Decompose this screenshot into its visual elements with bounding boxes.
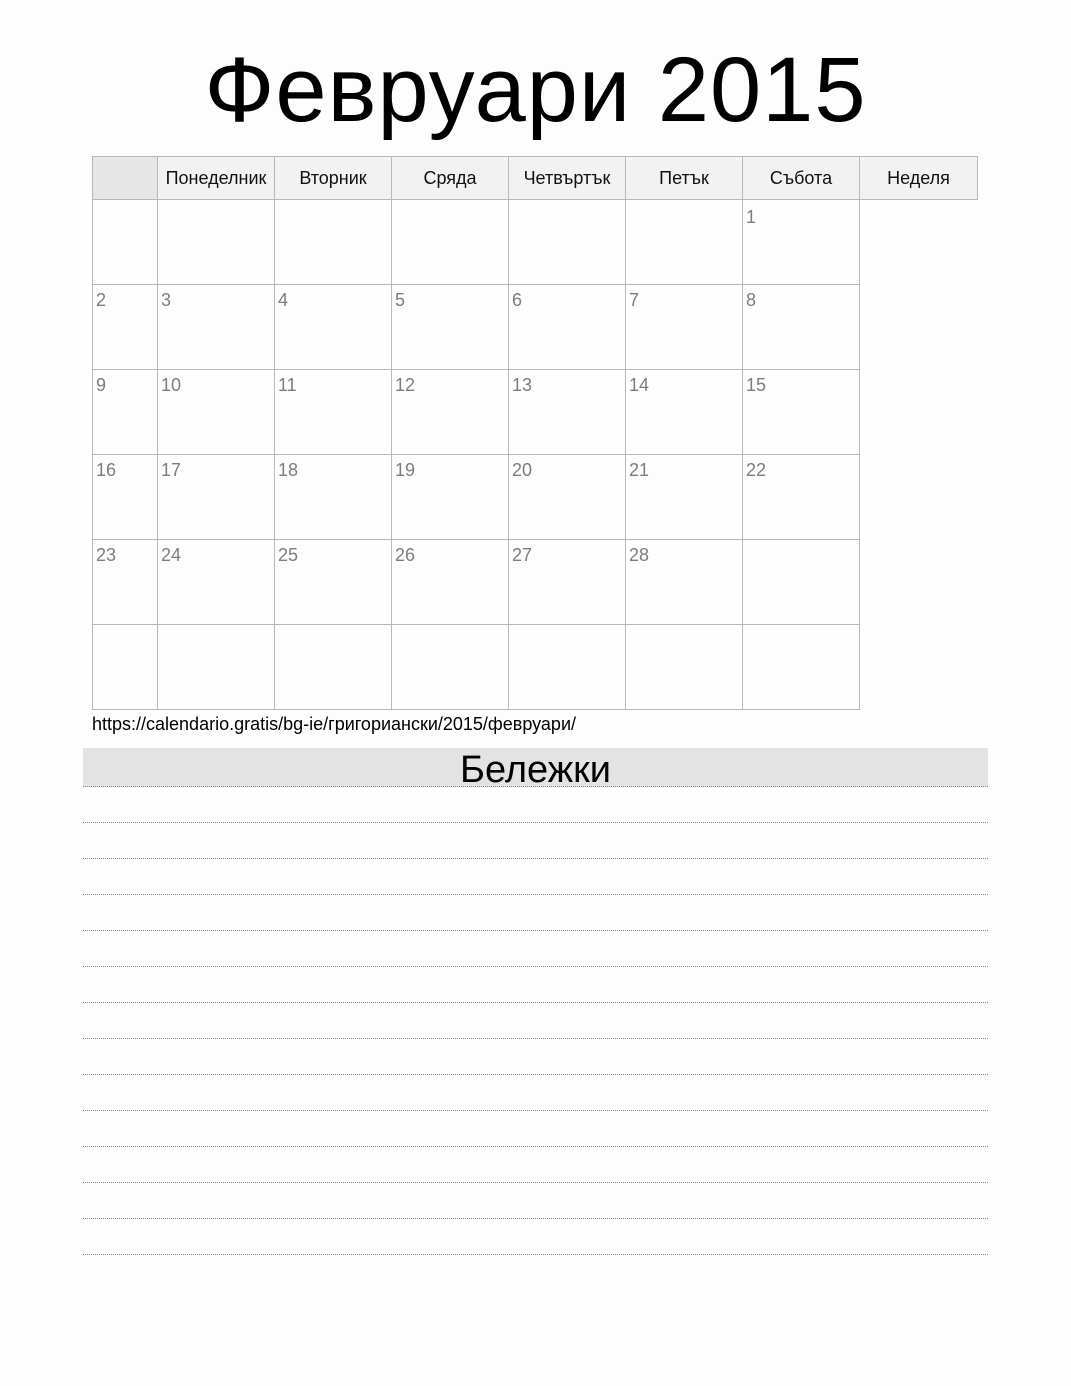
date-number: 5 (395, 290, 406, 310)
weekday-header: Вторник (275, 157, 392, 200)
date-number (509, 625, 625, 629)
note-line[interactable] (83, 859, 988, 895)
date-number: 17 (161, 460, 182, 480)
date-number: 7 (629, 290, 640, 310)
day-cell[interactable] (509, 200, 626, 285)
date-number: 11 (278, 375, 297, 395)
date-number: 24 (161, 545, 182, 565)
notes-title: Бележки (83, 748, 988, 787)
note-line[interactable] (83, 823, 988, 859)
day-cell[interactable] (93, 455, 158, 540)
source-url: https://calendario.gratis/bg-ie/григориански/2015/февруари/ (92, 714, 576, 734)
note-line[interactable] (83, 931, 988, 967)
day-cell[interactable] (158, 285, 275, 370)
date-number: 25 (278, 545, 299, 565)
day-cell[interactable] (158, 625, 275, 710)
weekday-header: Петък (626, 157, 743, 200)
date-number (392, 625, 508, 629)
date-number (626, 200, 742, 206)
week-row (93, 625, 978, 710)
week-row (93, 200, 978, 285)
date-number (158, 625, 274, 629)
day-cell[interactable] (509, 540, 626, 625)
day-cell[interactable] (626, 285, 743, 370)
day-cell[interactable] (743, 285, 860, 370)
date-number (743, 625, 859, 629)
date-number (275, 200, 391, 206)
day-cell[interactable] (158, 200, 275, 285)
date-number: 2 (96, 290, 107, 310)
week-row (93, 370, 978, 455)
day-cell[interactable] (743, 370, 860, 455)
date-number (392, 200, 508, 206)
date-number: 9 (96, 375, 107, 395)
date-number: 1 (746, 207, 757, 227)
day-cell[interactable] (392, 370, 509, 455)
day-cell[interactable] (158, 540, 275, 625)
date-number (509, 200, 625, 206)
date-number: 10 (161, 375, 182, 395)
date-number: 28 (629, 545, 650, 565)
note-line[interactable] (83, 967, 988, 1003)
note-line[interactable] (83, 895, 988, 931)
date-number: 19 (395, 460, 416, 480)
week-row (93, 540, 978, 625)
day-cell[interactable] (275, 625, 392, 710)
day-cell[interactable] (275, 455, 392, 540)
date-number: 14 (629, 375, 650, 395)
day-cell[interactable] (392, 285, 509, 370)
day-cell[interactable] (93, 625, 158, 710)
date-number: 6 (512, 290, 523, 310)
date-number: 13 (512, 375, 533, 395)
date-number: 16 (96, 460, 117, 480)
day-cell[interactable] (392, 455, 509, 540)
date-number (93, 200, 157, 206)
date-number: 26 (395, 545, 416, 565)
day-cell[interactable] (509, 625, 626, 710)
day-cell[interactable] (93, 285, 158, 370)
note-line[interactable] (83, 1075, 988, 1111)
note-line[interactable] (83, 1183, 988, 1219)
day-cell[interactable] (626, 200, 743, 285)
day-cell[interactable] (626, 540, 743, 625)
note-line[interactable] (83, 787, 988, 823)
date-number: 21 (629, 460, 650, 480)
date-number (626, 625, 742, 629)
note-line[interactable] (83, 1111, 988, 1147)
note-line[interactable] (83, 1147, 988, 1183)
date-number: 8 (746, 290, 757, 310)
date-number: 23 (96, 545, 117, 565)
note-line[interactable] (83, 1039, 988, 1075)
day-cell[interactable] (392, 200, 509, 285)
day-cell[interactable] (743, 455, 860, 540)
week-row (93, 285, 978, 370)
day-cell[interactable] (626, 455, 743, 540)
date-number: 20 (512, 460, 533, 480)
day-cell[interactable] (275, 370, 392, 455)
weekday-header: Сряда (392, 157, 509, 200)
day-cell[interactable] (392, 625, 509, 710)
date-number: 22 (746, 460, 767, 480)
note-line[interactable] (83, 1219, 988, 1255)
date-number (158, 200, 274, 206)
day-cell[interactable] (509, 455, 626, 540)
date-number (743, 540, 859, 544)
week-number-column (93, 157, 158, 200)
weekday-header: Неделя (860, 157, 978, 200)
date-number: 4 (278, 290, 289, 310)
date-number: 12 (395, 375, 416, 395)
weekday-header: Четвъртък (509, 157, 626, 200)
weekday-header-row (93, 157, 978, 200)
day-cell[interactable] (743, 625, 860, 710)
day-cell[interactable] (509, 370, 626, 455)
day-cell[interactable] (93, 200, 158, 285)
day-cell[interactable] (93, 540, 158, 625)
day-cell[interactable] (275, 285, 392, 370)
weekday-header: Събота (743, 157, 860, 200)
day-cell[interactable] (275, 200, 392, 285)
date-number: 27 (512, 545, 533, 565)
day-cell[interactable] (626, 370, 743, 455)
day-cell[interactable] (743, 540, 860, 625)
day-cell[interactable] (275, 540, 392, 625)
note-line[interactable] (83, 1003, 988, 1039)
date-number: 3 (161, 290, 172, 310)
day-cell[interactable] (509, 285, 626, 370)
day-cell[interactable] (93, 370, 158, 455)
date-number: 18 (278, 460, 299, 480)
weekday-header: Понеделник (158, 157, 275, 200)
day-cell[interactable] (392, 540, 509, 625)
date-number (93, 625, 157, 629)
date-number: 15 (746, 375, 767, 395)
day-cell[interactable] (626, 625, 743, 710)
day-cell[interactable] (158, 370, 275, 455)
week-row (93, 455, 978, 540)
date-number (275, 625, 391, 629)
page-title: Февруари 2015 (204, 39, 867, 141)
notes-section (83, 748, 988, 1255)
day-cell[interactable] (158, 455, 275, 540)
day-cell[interactable] (743, 200, 860, 285)
calendar-grid (92, 156, 978, 710)
